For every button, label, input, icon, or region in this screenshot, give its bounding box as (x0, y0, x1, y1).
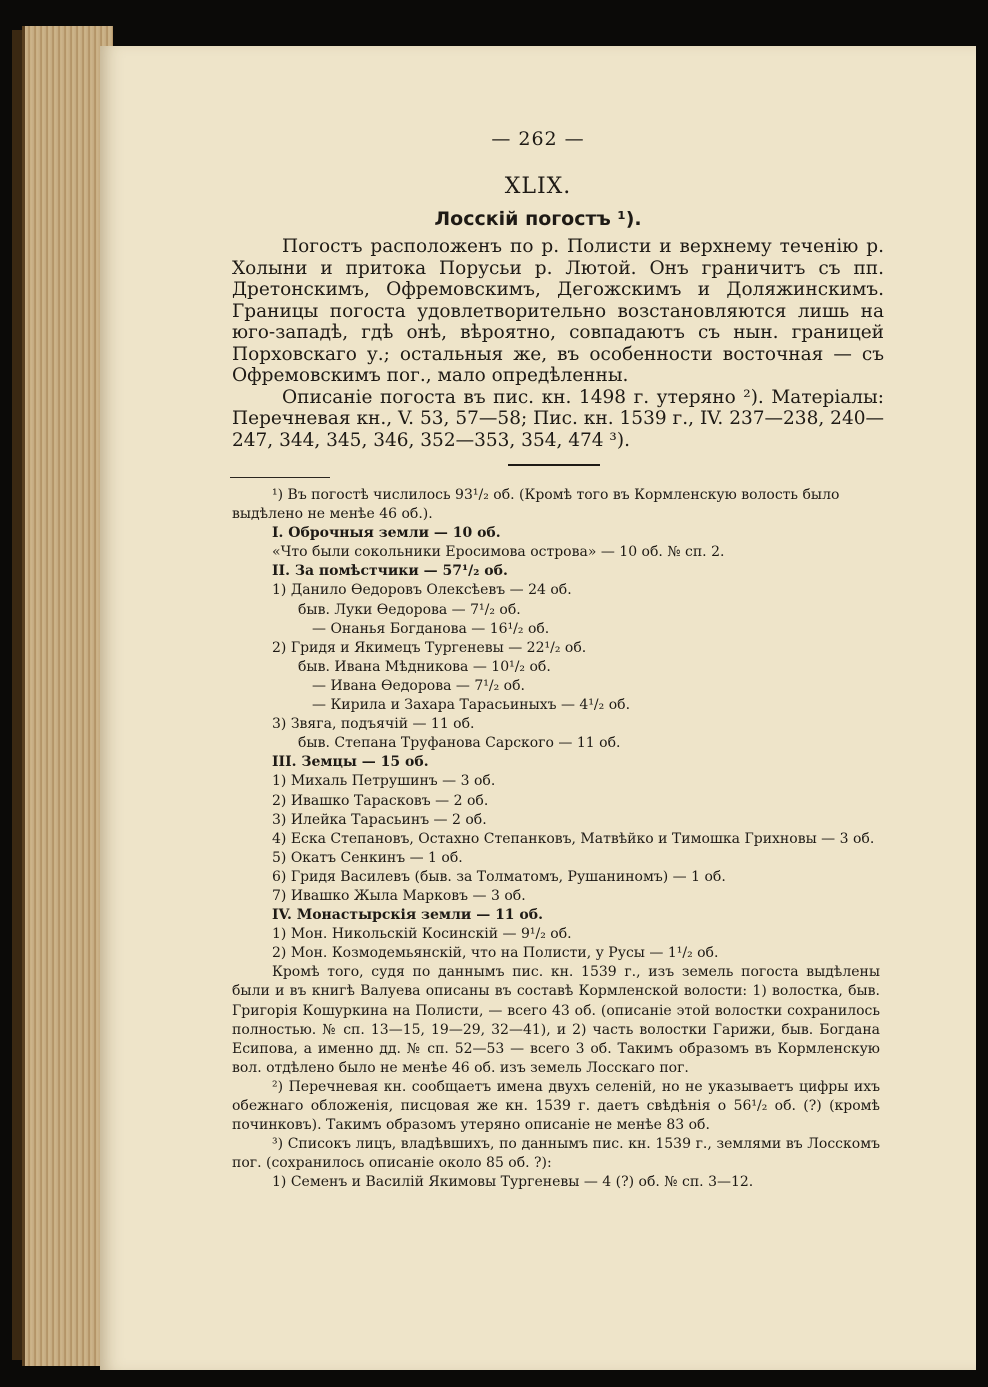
footnote-list-item: 5) Окатъ Сенкинъ — 1 об. (272, 849, 463, 866)
footnote-list-item: 1) Михаль Петрушинъ — 3 об. (272, 773, 496, 790)
footnote-rule (230, 477, 330, 478)
footnote-list-item: 3) Звяга, подъячій — 11 об. (272, 716, 475, 733)
footnote-list-item: быв. Луки Өедорова — 7¹/₂ об. (298, 601, 521, 618)
footnote-1-line: ¹) Въ погостѣ числилось 93¹/₂ об. (Кромѣ того въ Кормленскую волость было (272, 487, 840, 503)
footnote-1-continuation (232, 963, 880, 1078)
footnote-list-item: — Онанья Богданова — 16¹/₂ об. (312, 620, 550, 637)
footnote-list-item: 1) Данило Өедоровъ Олексѣевъ — 24 об. (272, 582, 572, 599)
footnote-list-item: — Ивана Өедорова — 7¹/₂ об. (312, 677, 525, 694)
paragraph-1: Погостъ расположенъ по р. Полисти и верхнему теченію р. Холыни и притока Порусьи р. Лютой. Онъ граничитъ съ пп. Дретонскимъ, Офремовскимъ, Дегожскимъ и Доляжинскимъ. Границы погоста удовлетворительно возстановляются лишь на юго-западѣ, гдѣ онѣ, вѣроятно, совпадаютъ съ нын. границей Порховскаго у.; остальныя же, въ особенности восточная — съ Офремовскимъ пог., мало опредѣленны. (232, 236, 884, 386)
footnote-list-item: — Кирила и Захара Тарасьиныхъ — 4¹/₂ об. (312, 697, 631, 714)
paragraph-2: Описаніе погоста въ пис. кн. 1498 г. утеряно ²). Матеріалы: Перечневая кн., V. 53, 57—58; Пис. кн. 1539 г., IV. 237—238, 240—247, 344, 345, 346, 352—353, 354, 474 ³). (232, 386, 884, 451)
footnote-list-item: 2) Мон. Козмодемьянскій, что на Полисти, у Русы — 1¹/₂ об. (272, 945, 719, 962)
footnote-list-item: 2) Гридя и Якимецъ Тургеневы — 22¹/₂ об. (272, 639, 587, 656)
section-heading: Лосскій погостъ ¹). (434, 208, 642, 230)
footnote-list-item: 4) Еска Степановъ, Остахно Степанковъ, Матвѣйко и Тимошка Грихновы — 3 об. (272, 830, 875, 847)
section-divider (508, 464, 600, 466)
footnote-2 (232, 1078, 880, 1135)
footnote-section-heading: III. Земцы — 15 об. (272, 754, 429, 771)
chapter-number: XLIX. (504, 174, 572, 199)
footnote-paragraph: Кромѣ того, судя по даннымъ пис. кн. 1539 г., изъ земель погоста выдѣлены были и въ книгѣ Валуева описаны въ составѣ Кормленской волости: 1) волостка, быв. Григорія Кошуркина на Полисти, — всего 43 об. (описаніе этой волостки сохранилось полностью. № сп. 13—15, 19—29, 32—41), и 2) часть волостки Гарижи, быв. Богдана Есипова, а именно дд. № сп. 52—53 — всего 3 об. Такимъ образомъ въ Кормленскую вол. отдѣлено было не менѣе 46 об. изъ земель Лосскаго пог. (232, 964, 880, 1076)
footnote-paragraph: ³) Списокъ лицъ, владѣвшихъ, по даннымъ пис. кн. 1539 г., землями въ Лосскомъ пог. (сохранилось описаніе около 85 об. ?): (232, 1136, 880, 1172)
footnote-list-item: 1) Мон. Никольскій Косинскій — 9¹/₂ об. (272, 926, 572, 943)
footnote-list-item: 1) Семенъ и Василій Якимовы Тургеневы — 4 (?) об. № сп. 3—12. (272, 1174, 754, 1191)
footnote-section-heading: I. Оброчныя земли — 10 об. (272, 525, 501, 542)
footnote-1-line: выдѣлено не менѣе 46 об.). (232, 506, 433, 523)
footnote-3 (232, 1135, 880, 1173)
footnote-paragraph: ²) Перечневая кн. сообщаетъ имена двухъ селеній, но не указываетъ цифры ихъ обежнаго обложенія, писцовая же кн. 1539 г. даетъ свѣдѣнія о 56¹/₂ об. (?) (кромѣ починковъ). Такимъ образомъ утеряно описаніе не менѣе 83 об. (232, 1078, 880, 1134)
footnotes (232, 486, 880, 1192)
footnote-list-item: 7) Ивашко Жыла Марковъ — 3 об. (272, 887, 526, 904)
footnote-list-item: «Что были сокольники Еросимова острова» — 10 об. № сп. 2. (272, 544, 725, 561)
main-text (232, 236, 884, 451)
footnote-list-item: 2) Ивашко Тарасковъ — 2 об. (272, 792, 489, 809)
footnote-list-item: 6) Гридя Василевъ (быв. за Толматомъ, Рушаниномъ) — 1 об. (272, 868, 726, 885)
book-page (100, 46, 976, 1370)
footnote-list-item: быв. Степана Труфанова Сарского — 11 об. (298, 735, 621, 752)
footnote-section-heading: II. За помѣстчики — 57¹/₂ об. (272, 563, 508, 580)
footnote-list-item: 3) Илейка Тарасьинъ — 2 об. (272, 811, 487, 828)
footnote-list-item: быв. Ивана Мѣдникова — 10¹/₂ об. (298, 658, 551, 675)
page-number: — 262 — (491, 128, 585, 150)
footnote-section-heading: IV. Монастырскія земли — 11 об. (272, 907, 543, 924)
